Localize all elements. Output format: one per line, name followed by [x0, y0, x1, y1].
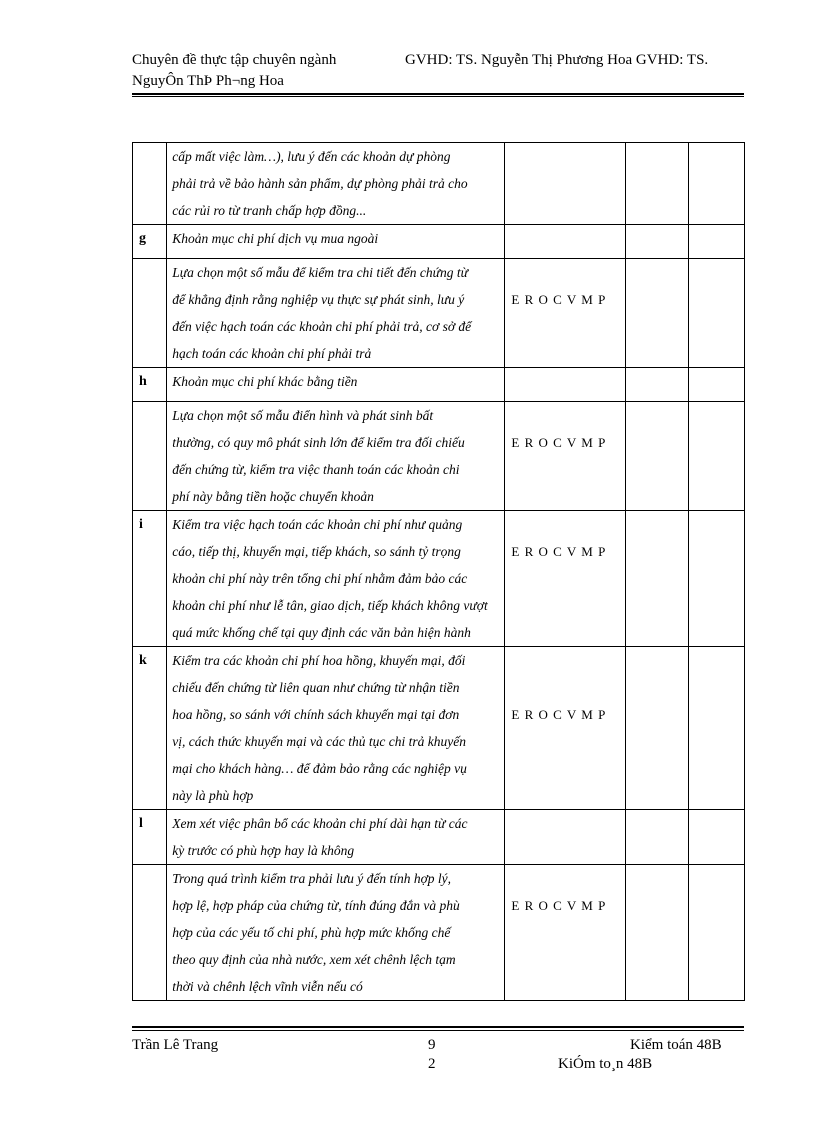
- procedure-line: cáo, tiếp thị, khuyến mại, tiếp khách, so sánh tỷ trọng: [172, 544, 461, 559]
- procedure-line: các rủi ro từ tranh chấp hợp đồng...: [172, 203, 367, 218]
- audit-procedures-table: [132, 142, 745, 1001]
- procedure-line: theo quy định của nhà nước, xem xét chênh lệch tạm: [172, 952, 456, 967]
- header-author-garbled: NguyÔn ThÞ Ph¬ng Hoa: [132, 73, 284, 89]
- footer-rule-thick: [132, 1026, 744, 1028]
- procedure-line: quá mức khống chế tại quy định các văn bản hiện hành: [172, 625, 471, 640]
- empty-cell: [688, 259, 744, 368]
- table-row: [133, 647, 745, 810]
- empty-cell: [626, 810, 688, 865]
- footer-rule-thin: [132, 1030, 744, 1031]
- table-row: [133, 259, 745, 368]
- procedure-line: vị, cách thức khuyến mại và các thủ tục chi trả khuyến: [172, 734, 466, 749]
- procedure-line: này là phù hợp: [172, 788, 254, 803]
- table-row: [133, 810, 745, 865]
- procedure-line: Xem xét việc phân bổ các khoản chi phí dài hạn từ các: [172, 816, 468, 831]
- objectives-cell: [505, 511, 626, 647]
- row-id-cell: [133, 368, 167, 402]
- procedure-text: [167, 225, 504, 252]
- procedure-line: để khẳng định rằng nghiệp vụ thực sự phát sinh, lưu ý: [172, 292, 465, 307]
- row-id: l: [139, 816, 143, 831]
- procedure-text: [167, 259, 504, 367]
- procedure-text: [167, 810, 504, 864]
- procedure-cell: [167, 402, 505, 511]
- procedure-cell: [167, 647, 505, 810]
- row-id: g: [139, 231, 146, 246]
- procedure-cell: [167, 810, 505, 865]
- header-rule-thick: [132, 93, 744, 95]
- procedure-line: hợp của các yếu tố chi phí, phù hợp mức khống chế: [172, 925, 451, 940]
- empty-cell: [688, 865, 744, 1001]
- procedure-line: thường, có quy mô phát sinh lớn để kiểm tra đối chiếu: [172, 435, 465, 450]
- table-row: [133, 143, 745, 225]
- footer-class: Kiểm toán 48B: [630, 1037, 722, 1053]
- procedure-line: Lựa chọn một số mẫu để kiểm tra chi tiết đến chứng từ: [172, 265, 469, 280]
- procedure-cell: [167, 865, 505, 1001]
- procedure-line: Lựa chọn một số mẫu điển hình và phát sinh bất: [172, 408, 434, 423]
- objectives-cell: [505, 225, 626, 259]
- empty-cell: [626, 143, 688, 225]
- audit-objectives: [505, 368, 625, 401]
- procedure-text: [167, 647, 504, 809]
- row-id-cell: [133, 143, 167, 225]
- procedure-line: hoa hồng, so sánh với chính sách khuyến mại tại đơn: [172, 707, 460, 722]
- table-row: [133, 511, 745, 647]
- empty-cell: [688, 511, 744, 647]
- procedure-cell: [167, 511, 505, 647]
- table-row: [133, 402, 745, 511]
- procedure-line: Trong quá trình kiểm tra phải lưu ý đến tính hợp lý,: [172, 871, 452, 886]
- objectives-cell: [505, 368, 626, 402]
- procedure-line: Khoản mục chi phí khác bằng tiền: [172, 374, 358, 389]
- procedure-line: đến việc hạch toán các khoản chi phí phải trả, cơ sở để: [172, 319, 472, 334]
- procedure-cell: [167, 225, 505, 259]
- row-id-cell: [133, 402, 167, 511]
- audit-objectives: [505, 225, 625, 258]
- procedure-line: kỳ trước có phù hợp hay là không: [172, 843, 355, 858]
- empty-cell: [688, 225, 744, 259]
- footer-page-number: 9: [428, 1037, 436, 1053]
- empty-cell: [688, 368, 744, 402]
- procedure-line: đến chứng từ, kiểm tra việc thanh toán các khoản chi: [172, 462, 460, 477]
- table-row: [133, 368, 745, 402]
- procedure-line: chiếu đến chứng từ liên quan như chứng từ nhận tiền: [172, 680, 460, 695]
- procedure-line: Kiểm tra việc hạch toán các khoản chi phí như quảng: [172, 517, 463, 532]
- procedure-line: Khoản mục chi phí dịch vụ mua ngoài: [172, 231, 379, 246]
- row-id: i: [139, 517, 143, 532]
- audit-objectives: E R O C V M P: [511, 292, 607, 307]
- audit-objectives: [505, 810, 625, 843]
- table-row: [133, 225, 745, 259]
- procedure-line: phải trả về bảo hành sản phẩm, dự phòng phải trả cho: [172, 176, 468, 191]
- procedure-line: hợp lệ, hợp pháp của chứng từ, tính đúng đắn và phù: [172, 898, 460, 913]
- procedure-line: phí này bằng tiền hoặc chuyển khoản: [172, 489, 374, 504]
- objectives-cell: [505, 259, 626, 368]
- procedure-cell: [167, 259, 505, 368]
- procedure-cell: [167, 143, 505, 225]
- procedure-text: [167, 368, 504, 395]
- empty-cell: [626, 402, 688, 511]
- empty-cell: [688, 143, 744, 225]
- audit-objectives: E R O C V M P: [511, 707, 607, 722]
- procedure-line: khoản chi phí như lễ tân, giao dịch, tiếp khách không vượt: [172, 598, 488, 613]
- objectives-cell: [505, 402, 626, 511]
- row-id: k: [139, 653, 147, 668]
- footer-page-number-second: 2: [428, 1056, 436, 1072]
- audit-objectives: E R O C V M P: [511, 544, 607, 559]
- empty-cell: [626, 225, 688, 259]
- empty-cell: [626, 259, 688, 368]
- row-id-cell: [133, 259, 167, 368]
- procedure-text: [167, 143, 504, 224]
- row-id-cell: [133, 647, 167, 810]
- footer-class-garbled: KiÓm to¸n 48B: [558, 1056, 653, 1072]
- procedure-line: mại cho khách hàng… để đảm bảo rằng các nghiệp vụ: [172, 761, 467, 776]
- procedure-text: [167, 865, 504, 1000]
- procedure-line: thời và chênh lệch vĩnh viễn nếu có: [172, 979, 363, 994]
- procedure-cell: [167, 368, 505, 402]
- empty-cell: [688, 647, 744, 810]
- procedure-line: hạch toán các khoản chi phí phải trả: [172, 346, 372, 361]
- table-row: [133, 865, 745, 1001]
- row-id-cell: [133, 810, 167, 865]
- empty-cell: [626, 511, 688, 647]
- audit-objectives: E R O C V M P: [511, 898, 607, 913]
- procedure-line: Kiểm tra các khoản chi phí hoa hồng, khuyến mại, đối: [172, 653, 466, 668]
- row-id-cell: [133, 865, 167, 1001]
- procedure-line: cấp mất việc làm…), lưu ý đến các khoản dự phòng: [172, 149, 451, 164]
- empty-cell: [626, 647, 688, 810]
- audit-objectives: E R O C V M P: [511, 435, 607, 450]
- empty-cell: [688, 402, 744, 511]
- row-id: h: [139, 374, 147, 389]
- procedure-line: khoản chi phí này trên tổng chi phí nhằm đảm bảo các: [172, 571, 468, 586]
- empty-cell: [688, 810, 744, 865]
- empty-cell: [626, 865, 688, 1001]
- audit-objectives: [505, 143, 625, 176]
- row-id-cell: [133, 225, 167, 259]
- empty-cell: [626, 368, 688, 402]
- objectives-cell: [505, 647, 626, 810]
- header-supervisor: GVHD: TS. Nguyễn Thị Phương Hoa GVHD: TS.: [405, 52, 709, 68]
- objectives-cell: [505, 810, 626, 865]
- header-topic: Chuyên đề thực tập chuyên ngành: [132, 52, 337, 68]
- procedure-text: [167, 511, 504, 646]
- header-rule-thin: [132, 96, 744, 97]
- objectives-cell: [505, 143, 626, 225]
- objectives-cell: [505, 865, 626, 1001]
- footer-author: Trần Lê Trang: [132, 1037, 219, 1053]
- row-id-cell: [133, 511, 167, 647]
- procedure-text: [167, 402, 504, 510]
